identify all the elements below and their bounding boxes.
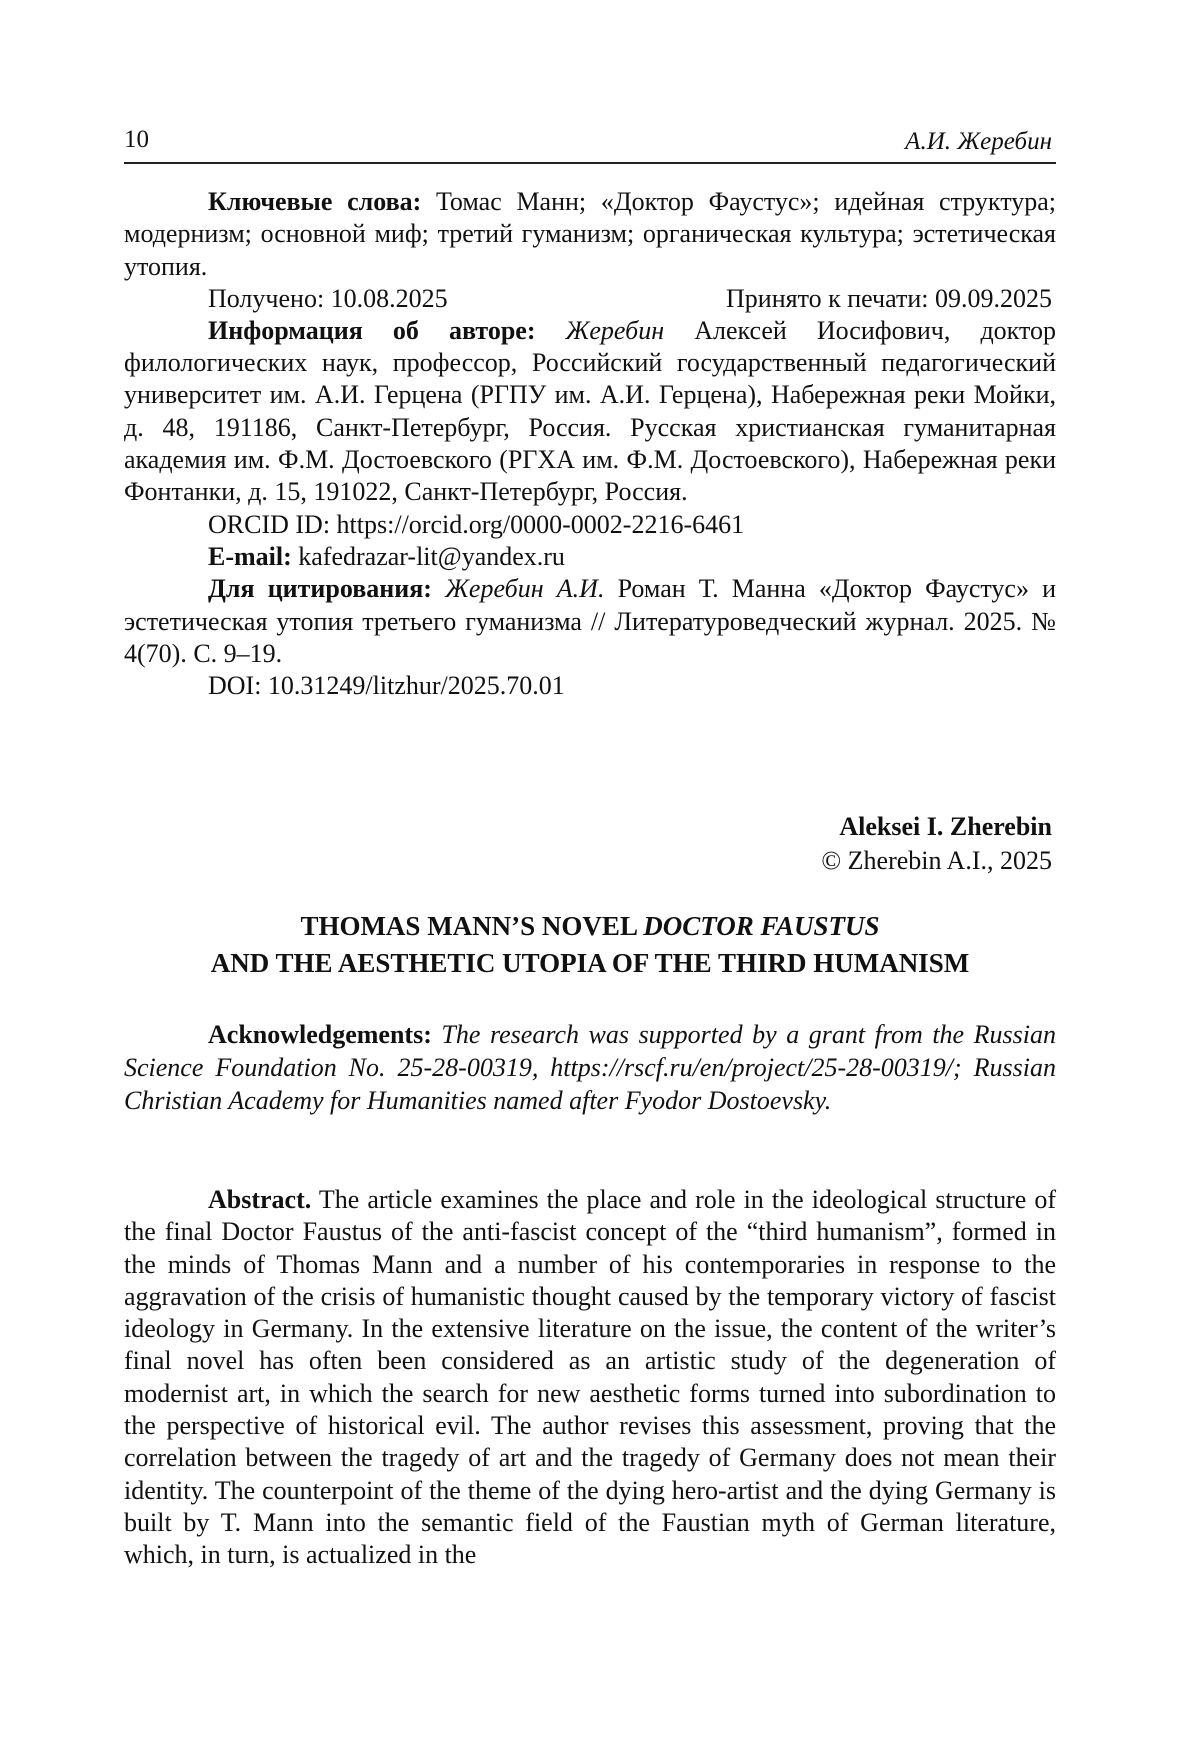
running-author: А.И. Жеребин bbox=[905, 128, 1052, 155]
keywords-label: Ключевые слова: bbox=[208, 187, 422, 216]
citation-author: Жеребин А.И. bbox=[445, 574, 605, 604]
keywords-paragraph bbox=[124, 186, 1056, 283]
english-author-block bbox=[821, 810, 1052, 878]
dates-row bbox=[124, 283, 1056, 315]
citation-label: Для цитирования: bbox=[208, 574, 432, 604]
russian-metadata bbox=[124, 186, 1056, 702]
title-line-2: AND THE AESTHETIC UTOPIA OF THE THIRD HUMANISM bbox=[210, 948, 970, 978]
orcid[interactable]: ORCID ID: https://orcid.org/0000-0002-2216-6461 bbox=[208, 509, 745, 539]
citation-paragraph bbox=[124, 573, 1056, 670]
abstract-paragraph bbox=[124, 1184, 1056, 1572]
author-info-label: Информация об авторе: bbox=[208, 315, 536, 345]
acknowledgements-label: Acknowledgements: bbox=[208, 1020, 432, 1049]
author-surname: Жеребин bbox=[565, 315, 665, 345]
author-info-text: Алексей Иосифович, доктор филологических наук, профессор, Российский государственный педагогический университет им. А.И. Герцена (РГПУ им. А.И. Герцена), Набережная реки Мойки, д. 48, 191186, Санкт-Петербург, Россия. Русская христианская гуманитарная академия им. Ф.М. Достоевского (РГХА им. Ф.М. Достоевского), Набережная реки Фонтанки, д. 15, 191022, Санкт-Петербург, Россия. bbox=[124, 315, 1056, 507]
title-line-1 bbox=[124, 908, 1056, 945]
received-date: Получено: 10.08.2025 bbox=[208, 283, 448, 313]
email-label: E-mail: bbox=[208, 541, 292, 571]
acknowledgements-block bbox=[124, 1018, 1056, 1117]
english-title bbox=[124, 908, 1056, 982]
english-author-name: Aleksei I. Zherebin bbox=[839, 812, 1052, 841]
doi[interactable]: DOI: 10.31249/litzhur/2025.70.01 bbox=[208, 671, 565, 701]
title-novel: DOCTOR FAUSTUS bbox=[643, 911, 880, 941]
page-number: 10 bbox=[124, 126, 149, 153]
orcid-line bbox=[124, 509, 1056, 541]
author-info-paragraph bbox=[124, 315, 1056, 509]
acknowledgements-text: The research was supported by a grant from the Russian Science Foundation No. 25-28-00319, https://rscf.ru/en/project/25-28-00319/; Russian Christian Academy for Humanities named after Fyodor Dostoevsky. bbox=[124, 1020, 1056, 1115]
citation-text: Роман Т. Манна «Доктор Фаустус» и эстетическая утопия третьего гуманизма // Литературоведческий журнал. 2025. № 4(70). С. 9–19. bbox=[124, 574, 1057, 668]
acknowledgements-paragraph bbox=[124, 1018, 1056, 1117]
running-head bbox=[124, 126, 1056, 164]
email-value[interactable]: kafedrazar-lit@yandex.ru bbox=[298, 541, 565, 571]
copyright: © Zherebin A.I., 2025 bbox=[821, 846, 1052, 875]
keywords-text: Томас Манн; «Доктор Фаустус»; идейная структура; модернизм; основной миф; третий гуманизм; органическая культура; эстетическая утопия. bbox=[124, 187, 1056, 281]
accepted-date: Принято к печати: 09.09.2025 bbox=[726, 283, 1052, 313]
doi-line bbox=[124, 670, 1056, 702]
title-prefix: THOMAS MANN’S NOVEL bbox=[300, 911, 637, 941]
abstract-text: The article examines the place and role in the ideological structure of the final Doctor Faustus of the anti-fascist concept of the “third humanism”, formed in the minds of Thomas Mann and a number of his contemporaries in response to the aggravation of the crisis of humanistic thought caused by the temporary victory of fascist ideology in Germany. In the extensive literature on the issue, the content of the writer’s final novel has often been considered as an artistic study of the degeneration of modernist art, in which the search for new aesthetic forms turned into subordination to the perspective of historical evil. The author revises this assessment, proving that the correlation between the tragedy of art and the tragedy of Germany does not mean their identity. The counterpoint of the theme of the dying hero-artist and the dying Germany is built by T. Mann into the semantic field of the Faustian myth of German literature, which, in turn, is actualized in the bbox=[124, 1185, 1057, 1570]
abstract-block bbox=[124, 1184, 1056, 1572]
abstract-label: Abstract. bbox=[208, 1185, 312, 1214]
email-line bbox=[124, 541, 1056, 573]
